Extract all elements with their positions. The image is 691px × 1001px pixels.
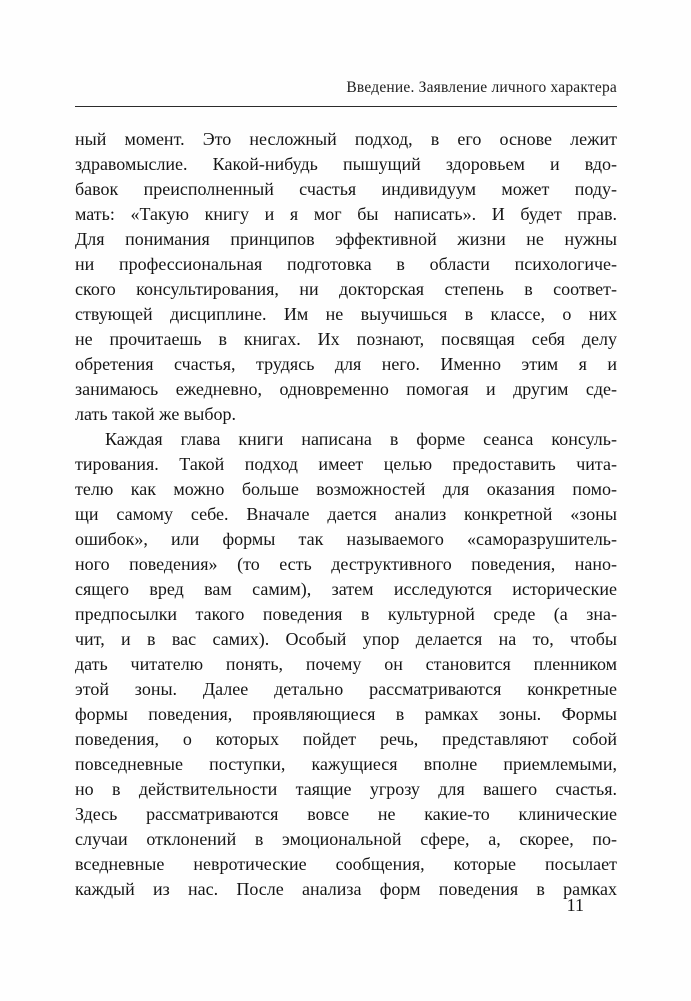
text-line: вседневные невротические сообщения, которые посылает bbox=[75, 854, 617, 874]
text-line: повседневные поступки, кажущиеся вполне приемлемыми, bbox=[75, 754, 617, 774]
page-number: 11 bbox=[566, 895, 584, 915]
paragraph-continued bbox=[75, 127, 617, 427]
text-line: каждый из нас. После анализа форм поведения в рамках bbox=[75, 879, 617, 899]
text-line: этой зоны. Далее детально рассматриваются конкретные bbox=[75, 679, 617, 699]
text-line: здравомыслие. Какой-нибудь пышущий здоровьем и вдо- bbox=[75, 154, 617, 174]
text-line: Здесь рассматриваются вовсе не какие-то клинические bbox=[75, 804, 617, 824]
text-line: занимаюсь ежедневно, одновременно помогая и другим сде- bbox=[75, 379, 617, 399]
body-text bbox=[75, 127, 617, 902]
text-line: Для понимания принципов эффективной жизни не нужны bbox=[75, 229, 617, 249]
text-line: Каждая глава книги написана в форме сеанса консуль- bbox=[105, 429, 617, 449]
running-head: Введение. Заявление личного характера bbox=[346, 79, 617, 96]
text-line: дать читателю понять, почему он становится пленником bbox=[75, 654, 617, 674]
text-line: ного поведения» (то есть деструктивного поведения, нано- bbox=[75, 554, 617, 574]
paragraph-new bbox=[75, 427, 617, 902]
text-line: щи самому себе. Вначале дается анализ конкретной «зоны bbox=[75, 504, 617, 524]
text-block bbox=[75, 0, 617, 902]
text-line: но в действительности таящие угрозу для вашего счастья. bbox=[75, 779, 617, 799]
text-line: тирования. Такой подход имеет целью предоставить чита- bbox=[75, 454, 617, 474]
text-line: мать: «Такую книгу и я мог бы написать». И будет прав. bbox=[75, 204, 617, 224]
text-line: не прочитаешь в книгах. Их познают, посвящая себя делу bbox=[75, 329, 617, 349]
text-line: ный момент. Это несложный подход, в его основе лежит bbox=[75, 129, 617, 149]
text-line: обретения счастья, трудясь для него. Именно этим я и bbox=[75, 354, 617, 374]
text-line: бавок преисполненный счастья индивидуум может поду- bbox=[75, 179, 617, 199]
text-line: ского консультирования, ни докторская степень в соответ- bbox=[75, 279, 617, 299]
text-line: предпосылки такого поведения в культурной среде (а зна- bbox=[75, 604, 617, 624]
header-rule bbox=[75, 106, 617, 107]
text-line: формы поведения, проявляющиеся в рамках зоны. Формы bbox=[75, 704, 617, 724]
text-line: сящего вред вам самим), затем исследуются исторические bbox=[75, 579, 617, 599]
text-line: лать такой же выбор. bbox=[75, 404, 237, 424]
text-line: чит, и в вас самих). Особый упор делается на то, чтобы bbox=[75, 629, 617, 649]
text-line: случаи отклонений в эмоциональной сфере, а, скорее, по- bbox=[75, 829, 617, 849]
text-line: ошибок», или формы так называемого «саморазрушитель- bbox=[75, 529, 617, 549]
text-line: телю как можно больше возможностей для оказания помо- bbox=[75, 479, 617, 499]
text-line: ствующей дисциплине. Им не выучишься в классе, о них bbox=[75, 304, 617, 324]
text-line: ни профессиональная подготовка в области психологиче- bbox=[75, 254, 617, 274]
text-line: поведения, о которых пойдет речь, представляют собой bbox=[75, 729, 617, 749]
